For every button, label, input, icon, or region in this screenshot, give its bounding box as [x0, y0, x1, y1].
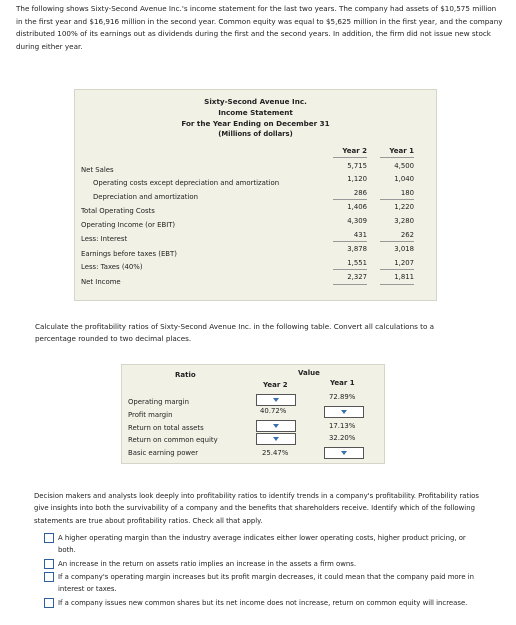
ratio-table-panel: [121, 364, 385, 464]
subtotal-underline: [380, 241, 414, 242]
ebt-y2: 3,878: [347, 245, 367, 253]
row-label-ebit: Operating Income (or EBIT): [81, 221, 176, 229]
row-label-operating-costs: Operating costs except depreciation and amortization: [93, 179, 280, 187]
ebit-y1: 3,280: [394, 217, 414, 225]
operating-margin-y2-dropdown[interactable]: [256, 394, 296, 406]
ebt-y1: 3,018: [394, 245, 414, 253]
total-underline: [380, 284, 414, 285]
option-1[interactable]: [44, 532, 484, 556]
total-operating-costs-y1: 1,220: [394, 203, 414, 211]
depreciation-y2: 286: [353, 189, 367, 197]
taxes-y1: 1,207: [394, 259, 414, 267]
total-underline: [333, 284, 367, 285]
basic-earning-power-y2-value: 25.47%: [262, 449, 289, 457]
statement-period: For the Year Ending on December 31: [181, 119, 330, 128]
statement-units: (Millions of dollars): [218, 130, 293, 138]
interest-y1: 262: [400, 231, 414, 239]
subtotal-underline: [333, 241, 367, 242]
decision-text: Decision makers and analysts look deeply into profitability ratios to identify trends in a company's profitability. Profitability ratios give insights into both the survivability of a company and the benefits that shareholders receive. Identify which of the following statements are true about profitability ratios. Check all that apply.: [34, 492, 479, 525]
income-statement-panel: [74, 89, 437, 301]
option-2-label: An increase in the return on assets ratio implies an increase in the assets a firm owns.: [58, 560, 357, 568]
row-label-net-income: Net Income: [81, 278, 121, 286]
option-4-checkbox[interactable]: [44, 598, 54, 608]
header-year2: Year 2: [342, 147, 367, 155]
header-underline: [333, 157, 367, 158]
subtotal-underline: [333, 269, 367, 270]
header-year2: Year 2: [263, 381, 288, 389]
option-3-checkbox[interactable]: [44, 572, 54, 582]
net-sales-y2: 5,715: [347, 162, 367, 170]
depreciation-y1: 180: [400, 189, 414, 197]
profit-margin-y2-value: 40.72%: [260, 407, 287, 415]
intro-text: The following shows Sixty-Second Avenue Inc.'s income statement for the last two years. The company had assets of $10,575 million in the first year and $16,916 million in the second year. Common equity was equal to $5,625 million in the first year, and the company distributed 100% of its earnings out as dividends during the first and the second years. In addition, the firm did not issue new stock during either year.: [16, 4, 503, 51]
operating-costs-y1: 1,040: [394, 175, 414, 183]
net-income-y2: 2,327: [347, 273, 367, 281]
ratio-label-operating-margin: Operating margin: [128, 398, 189, 406]
option-2-checkbox[interactable]: [44, 559, 54, 569]
net-sales-y1: 4,500: [394, 162, 414, 170]
interest-y2: 431: [353, 231, 367, 239]
operating-costs-y2: 1,120: [347, 175, 367, 183]
ratio-label-profit-margin: Profit margin: [128, 411, 173, 419]
taxes-y2: 1,551: [347, 259, 367, 267]
return-on-common-equity-y1-value: 32.20%: [329, 434, 356, 442]
company-name: Sixty-Second Avenue Inc.: [204, 97, 307, 106]
option-1-label: A higher operating margin than the industry average indicates either lower operating costs, higher product pricing, or both.: [58, 534, 466, 555]
row-label-ebt: Earnings before taxes (EBT): [81, 250, 177, 258]
ratio-label-return-on-total-assets: Return on total assets: [128, 424, 204, 432]
header-underline: [380, 157, 414, 158]
header-ratio: Ratio: [175, 371, 196, 379]
row-label-interest: Less: Interest: [81, 235, 128, 243]
return-on-total-assets-y1-value: 17.13%: [329, 422, 356, 430]
subtotal-underline: [380, 199, 414, 200]
operating-margin-y1-value: 72.89%: [329, 393, 356, 401]
header-year1: Year 1: [330, 379, 355, 387]
ebit-y2: 4,309: [347, 217, 367, 225]
option-3[interactable]: [44, 571, 484, 595]
option-4[interactable]: [44, 597, 484, 609]
option-2[interactable]: [44, 558, 484, 570]
row-label-depreciation: Depreciation and amortization: [93, 193, 198, 201]
header-value: Value: [298, 369, 320, 377]
row-label-total-operating-costs: Total Operating Costs: [81, 207, 155, 215]
basic-earning-power-y1-dropdown[interactable]: [324, 447, 364, 459]
profit-margin-y1-dropdown[interactable]: [324, 406, 364, 418]
ratio-label-return-on-common-equity: Return on common equity: [128, 436, 218, 444]
option-4-label: If a company issues new common shares but its net income does not increase, return on common equity will increase.: [58, 599, 468, 607]
subtotal-underline: [380, 269, 414, 270]
subtotal-underline: [333, 199, 367, 200]
return-on-total-assets-y2-dropdown[interactable]: [256, 420, 296, 432]
question-text: Calculate the profitability ratios of Sixty-Second Avenue Inc. in the following table. Convert all calculations to a percentage rounded to two decimal places.: [35, 322, 435, 343]
ratio-label-basic-earning-power: Basic earning power: [128, 449, 199, 457]
header-year1: Year 1: [389, 147, 414, 155]
net-income-y1: 1,811: [394, 273, 414, 281]
row-label-net-sales: Net Sales: [81, 166, 114, 174]
return-on-common-equity-y2-dropdown[interactable]: [256, 433, 296, 445]
total-operating-costs-y2: 1,406: [347, 203, 367, 211]
statement-title: Income Statement: [218, 108, 293, 117]
option-3-label: If a company's operating margin increases but its profit margin decreases, it could mean that the company paid more in interest or taxes.: [58, 573, 475, 594]
row-label-taxes: Less: Taxes (40%): [81, 263, 143, 271]
option-1-checkbox[interactable]: [44, 533, 54, 543]
